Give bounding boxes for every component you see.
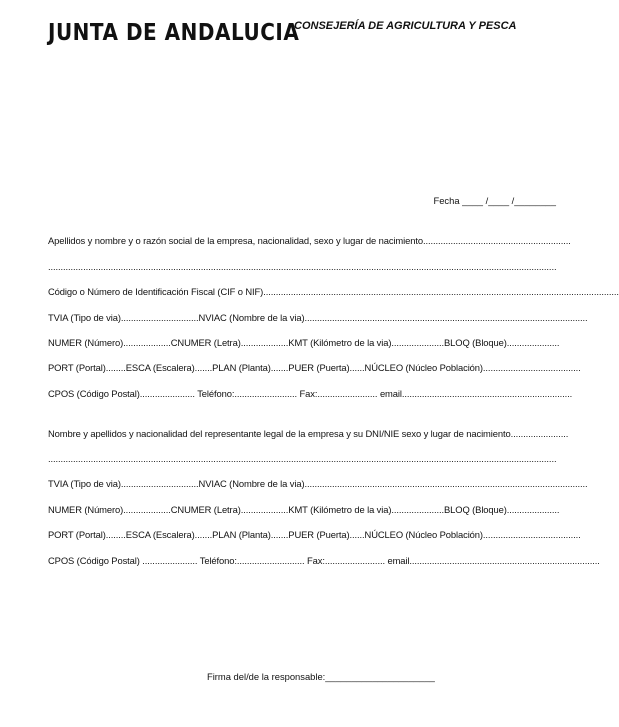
junta-de-andalucia-logo: JUNTA DE ANDALUCIA — [48, 18, 300, 46]
company-tvia-field[interactable]: TVIA (Tipo de via)...............................NVIAC (Nombre de la via)................................................................................................................. — [48, 312, 588, 323]
department-title: CONSEJERÍA DE AGRICULTURA Y PESCA — [294, 20, 517, 32]
representative-numer-field[interactable]: NUMER (Número)...................CNUMER (Letra)...................KMT (Kilómetro de la via).....................BLOQ (Bloque)..................... — [48, 504, 560, 515]
company-name-field[interactable]: Apellidos y nombre y o razón social de la empresa, nacionalidad, sexo y lugar de nacimiento........................................................... — [48, 235, 571, 246]
company-numer-field[interactable]: NUMER (Número)...................CNUMER (Letra)...................KMT (Kilómetro de la via).....................BLOQ (Bloque)..................... — [48, 337, 560, 348]
company-port-field[interactable]: PORT (Portal)........ESCA (Escalera).......PLAN (Planta).......PUER (Puerta)......NÚCLEO (Núcleo Población)....................................... — [48, 362, 581, 373]
company-cpos-field[interactable]: CPOS (Código Postal)...................... Teléfono:......................... Fax:........................ email.................................................................... — [48, 388, 573, 399]
cif-field[interactable]: Código o Número de Identificación Fiscal (CIF o NIF).............................................................................................................................................. — [48, 286, 619, 297]
fecha-field[interactable]: Fecha ____ /____ /________ — [433, 195, 556, 206]
signature-field[interactable]: Firma del/de la responsable:_____________________ — [207, 671, 435, 682]
representative-field[interactable]: Nombre y apellidos y nacionalidad del representante legal de la empresa y su DNI/NIE sexo y lugar de nacimiento....................... — [48, 428, 569, 439]
representative-cpos-field[interactable]: CPOS (Código Postal) ...................... Teléfono:........................... Fax:........................ email............................................................................ — [48, 555, 600, 566]
company-name-continuation[interactable]: ........................................................................................................................................................................................................... — [48, 261, 557, 272]
representative-continuation[interactable]: ........................................................................................................................................................................................................... — [48, 453, 557, 464]
representative-tvia-field[interactable]: TVIA (Tipo de via)...............................NVIAC (Nombre de la via)................................................................................................................. — [48, 478, 588, 489]
representative-port-field[interactable]: PORT (Portal)........ESCA (Escalera).......PLAN (Planta).......PUER (Puerta)......NÚCLEO (Núcleo Población)....................................... — [48, 529, 581, 540]
